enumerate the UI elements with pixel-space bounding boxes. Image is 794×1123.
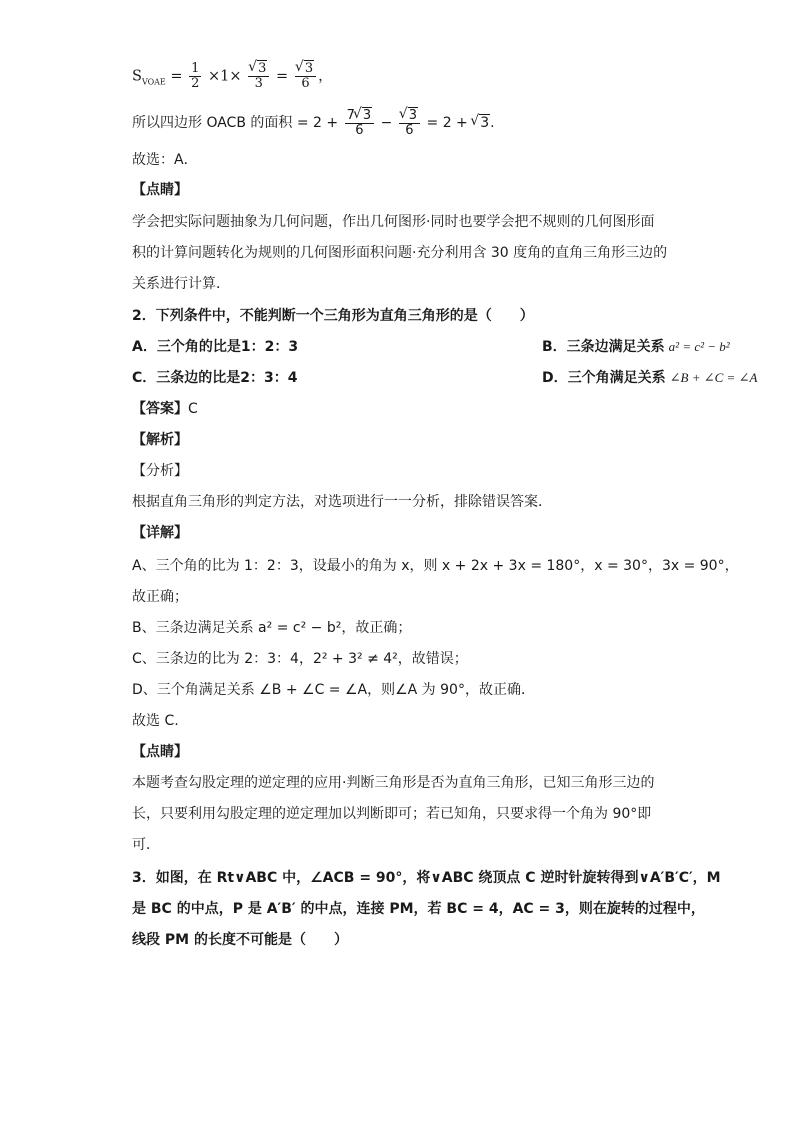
- q2-detail-d: D、三个角满足关系 ∠B + ∠C = ∠A，则∠A 为 90°，故正确．: [132, 682, 535, 698]
- prev-comment-tag: 【点睛】: [132, 182, 188, 198]
- q2-option-a: A．三个角的比是1：2：3: [132, 339, 299, 355]
- q2-comment-tag: 【点睛】: [132, 744, 188, 760]
- fraction-7root3-over-6: [345, 109, 375, 138]
- fraction-den: 2: [191, 76, 200, 91]
- radicand: 3: [258, 61, 267, 76]
- q2-comment-line-3: 可．: [132, 837, 160, 853]
- option-d-text: D．三个角满足关系: [542, 370, 666, 386]
- q2-answer: [132, 399, 674, 419]
- q2-fenxi-tag: 【分析】: [132, 463, 188, 479]
- radicand: 3: [304, 61, 314, 76]
- option-b-math: a² = c² − b²: [668, 339, 730, 354]
- equals-sign: =: [276, 68, 289, 85]
- fraction-root3-over-3: [248, 62, 269, 91]
- radicand: 3: [408, 107, 418, 123]
- sqrt: [355, 109, 372, 123]
- fraction-den: 6: [355, 122, 364, 138]
- q2-option-b: [542, 337, 730, 357]
- coefficient: 7: [346, 107, 355, 123]
- fraction-den: 6: [405, 122, 414, 138]
- sqrt: [250, 62, 267, 76]
- radicand: 3: [362, 107, 372, 123]
- fraction-root3-over-6: [295, 62, 316, 91]
- equals-two-plus: = 2 +: [296, 115, 339, 131]
- q2-comment-line-2: 长，只要利用勾股定理的逆定理加以判断即可；若已知角，只要求得一个角为 90°即: [132, 806, 652, 822]
- fraction-den: 6: [301, 76, 310, 91]
- radicand: 3: [480, 115, 490, 131]
- q2-detail-tag: 【详解】: [132, 525, 188, 541]
- prev-comment-line-3: 关系进行计算．: [132, 276, 230, 292]
- prev-comment-line-1: 学会把实际问题抽象为几何问题，作出几何图形·同时也要学会把不规则的几何图形面: [132, 214, 655, 230]
- period: .: [490, 115, 495, 131]
- q3-stem-line-1: 3．如图，在 Rt∨ABC 中，∠ACB = 90°，将∨ABC 绕顶点 C 逆时针旋转得到∨A′B′C′，M: [132, 870, 721, 886]
- q2-detail-b: B、三条边满足关系 a² = c² − b²，故正确；: [132, 620, 412, 636]
- area-subscript: VOAE: [141, 77, 166, 87]
- q2-detail-a-line-2: 故正确；: [132, 589, 188, 605]
- q2-choice: 故选 C.: [132, 713, 179, 729]
- q2-stem: 2．下列条件中，不能判断一个三角形为直角三角形的是（ ）: [132, 308, 534, 324]
- fraction-den: 3: [254, 76, 263, 91]
- q3-stem-line-3: 线段 PM 的长度不可能是（ ）: [132, 932, 348, 948]
- option-d-math: ∠B + ∠C = ∠A: [669, 370, 758, 385]
- q2-option-d: [542, 368, 757, 388]
- fraction-num: 1: [191, 61, 200, 76]
- fraction-num: [399, 109, 420, 124]
- answer-tag: 【答案】: [132, 401, 188, 417]
- fraction-num: [345, 109, 375, 124]
- equals-two-plus: = 2 +: [426, 115, 468, 131]
- area-text: 所以四边形 OACB 的面积: [132, 115, 293, 131]
- q2-option-c: C．三条边的比是2：3：4: [132, 370, 298, 386]
- prev-choice: 故选：A．: [132, 152, 198, 168]
- times-one: ×1×: [208, 68, 242, 85]
- comma: ，: [318, 68, 333, 85]
- q2-comment-line-1: 本题考查勾股定理的逆定理的应用·判断三角形是否为直角三角形，已知三角形三边的: [132, 775, 655, 791]
- q2-options-row-1: [132, 337, 730, 357]
- minus-sign: −: [380, 115, 393, 131]
- fraction-root3-over-6-b: [399, 109, 420, 138]
- prev-comment-line-2: 积的计算问题转化为规则的几何图形面积问题·充分利用含 30 度角的直角三角形三边的: [132, 245, 668, 261]
- q2-detail-c: C、三条边的比为 2：3：4，2² + 3² ≠ 4²，故错误；: [132, 651, 468, 667]
- equals-sign: =: [170, 68, 183, 85]
- option-b-text: B．三条边满足关系: [542, 339, 665, 355]
- q2-detail-a-line-1: A、三个角的比为 1：2：3，设最小的角为 x，则 x + 2x + 3x = 180°，x = 30°，3x = 90°，: [132, 558, 739, 574]
- q3-stem-line-2: 是 BC 的中点，P 是 A′B′ 的中点，连接 PM，若 BC = 4，AC = 3，则在旋转的过程中，: [132, 901, 705, 917]
- fraction-num: [248, 62, 269, 77]
- sqrt: [297, 62, 314, 76]
- answer-value: C: [188, 401, 198, 417]
- q2-analysis-tag: 【解析】: [132, 432, 188, 448]
- triangle-area-formula: [132, 62, 674, 96]
- fraction-num: [295, 62, 316, 77]
- quadrilateral-area-line: [132, 108, 674, 138]
- sqrt-result: [472, 108, 490, 138]
- sqrt: [401, 109, 418, 123]
- area-symbol: S: [132, 68, 142, 85]
- q2-fenxi: 根据直角三角形的判定方法，对选项进行一一分析，排除错误答案．: [132, 494, 552, 510]
- q2-options-row-2: [132, 368, 758, 388]
- fraction-half: [189, 62, 201, 91]
